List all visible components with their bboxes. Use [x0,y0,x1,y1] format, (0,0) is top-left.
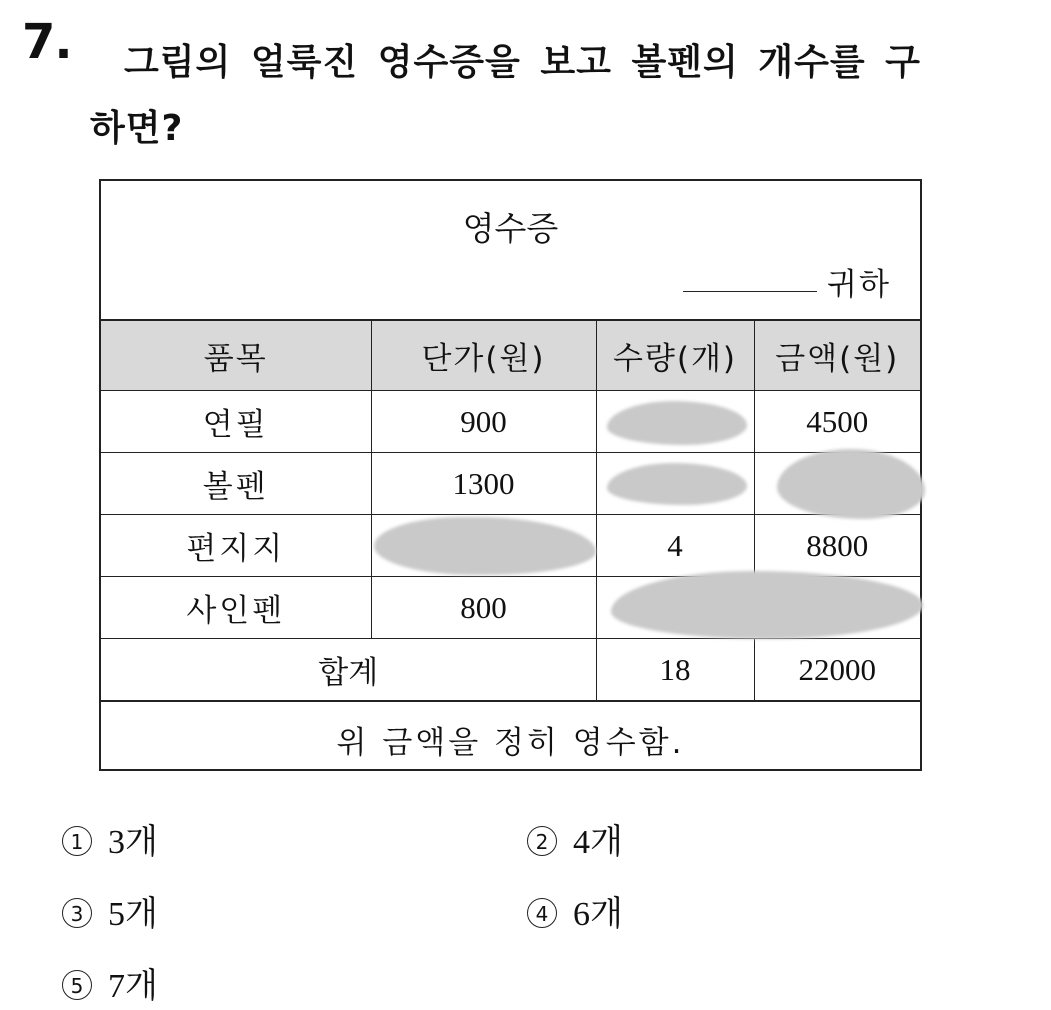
header-unit-price: 단가(원) [371,320,596,391]
question-number: 7. [22,14,72,70]
addressee-blank-line [683,291,817,292]
question-text-line2: 하면? [90,108,184,149]
ink-smudge [777,449,925,519]
choice-3[interactable] [62,886,158,935]
quantity-cell-smudged [596,453,754,515]
header-quantity: 수량(개) [596,320,754,391]
unit-price: 1300 [371,453,596,515]
question-text-line1: 그림의 얼룩진 영수증을 보고 볼펜의 개수를 구 [124,42,921,83]
unit-price: 900 [371,391,596,453]
total-quantity: 18 [596,639,754,702]
table-row [101,577,920,639]
choice-number-circle: 3 [62,898,92,928]
choice-text: 3개 [108,824,158,861]
quantity-amount-cells-smudged [596,577,920,639]
ink-smudge [607,463,747,505]
total-amount: 22000 [754,639,920,702]
choice-1[interactable] [62,814,158,863]
total-label: 합계 [101,639,596,702]
amount: 4500 [754,391,920,453]
ink-smudge [611,571,923,639]
receipt-table [101,319,920,702]
header-item: 품목 [101,320,371,391]
choice-4[interactable] [527,886,623,935]
choice-number-circle: 4 [527,898,557,928]
addressee-suffix: 귀하 [827,267,891,303]
header-amount: 금액(원) [754,320,920,391]
choice-2[interactable] [527,814,623,863]
table-header-row [101,320,920,391]
choice-text: 6개 [573,896,623,933]
item-name: 사인펜 [101,577,371,639]
table-row [101,515,920,577]
receipt-title: 영수증 [462,209,559,248]
amount-cell-smudged [754,453,920,515]
choice-text: 4개 [573,824,623,861]
total-row [101,639,920,702]
choice-number-circle: 5 [62,970,92,1000]
item-name: 편지지 [101,515,371,577]
quantity: 4 [596,515,754,577]
unit-price: 800 [371,577,596,639]
table-row [101,391,920,453]
amount: 8800 [754,515,920,577]
receipt-footer: 위 금액을 정히 영수함. [336,725,685,761]
choice-text: 7개 [108,968,158,1005]
item-name: 연필 [101,391,371,453]
item-name: 볼펜 [101,453,371,515]
table-row [101,453,920,515]
ink-smudge [374,517,596,575]
receipt [99,179,922,771]
unit-price-cell-smudged [371,515,596,577]
choice-number-circle: 2 [527,826,557,856]
choice-text: 5개 [108,896,158,933]
choice-number-circle: 1 [62,826,92,856]
ink-smudge [607,401,747,445]
choice-5[interactable] [62,958,158,1007]
quantity-cell-smudged [596,391,754,453]
